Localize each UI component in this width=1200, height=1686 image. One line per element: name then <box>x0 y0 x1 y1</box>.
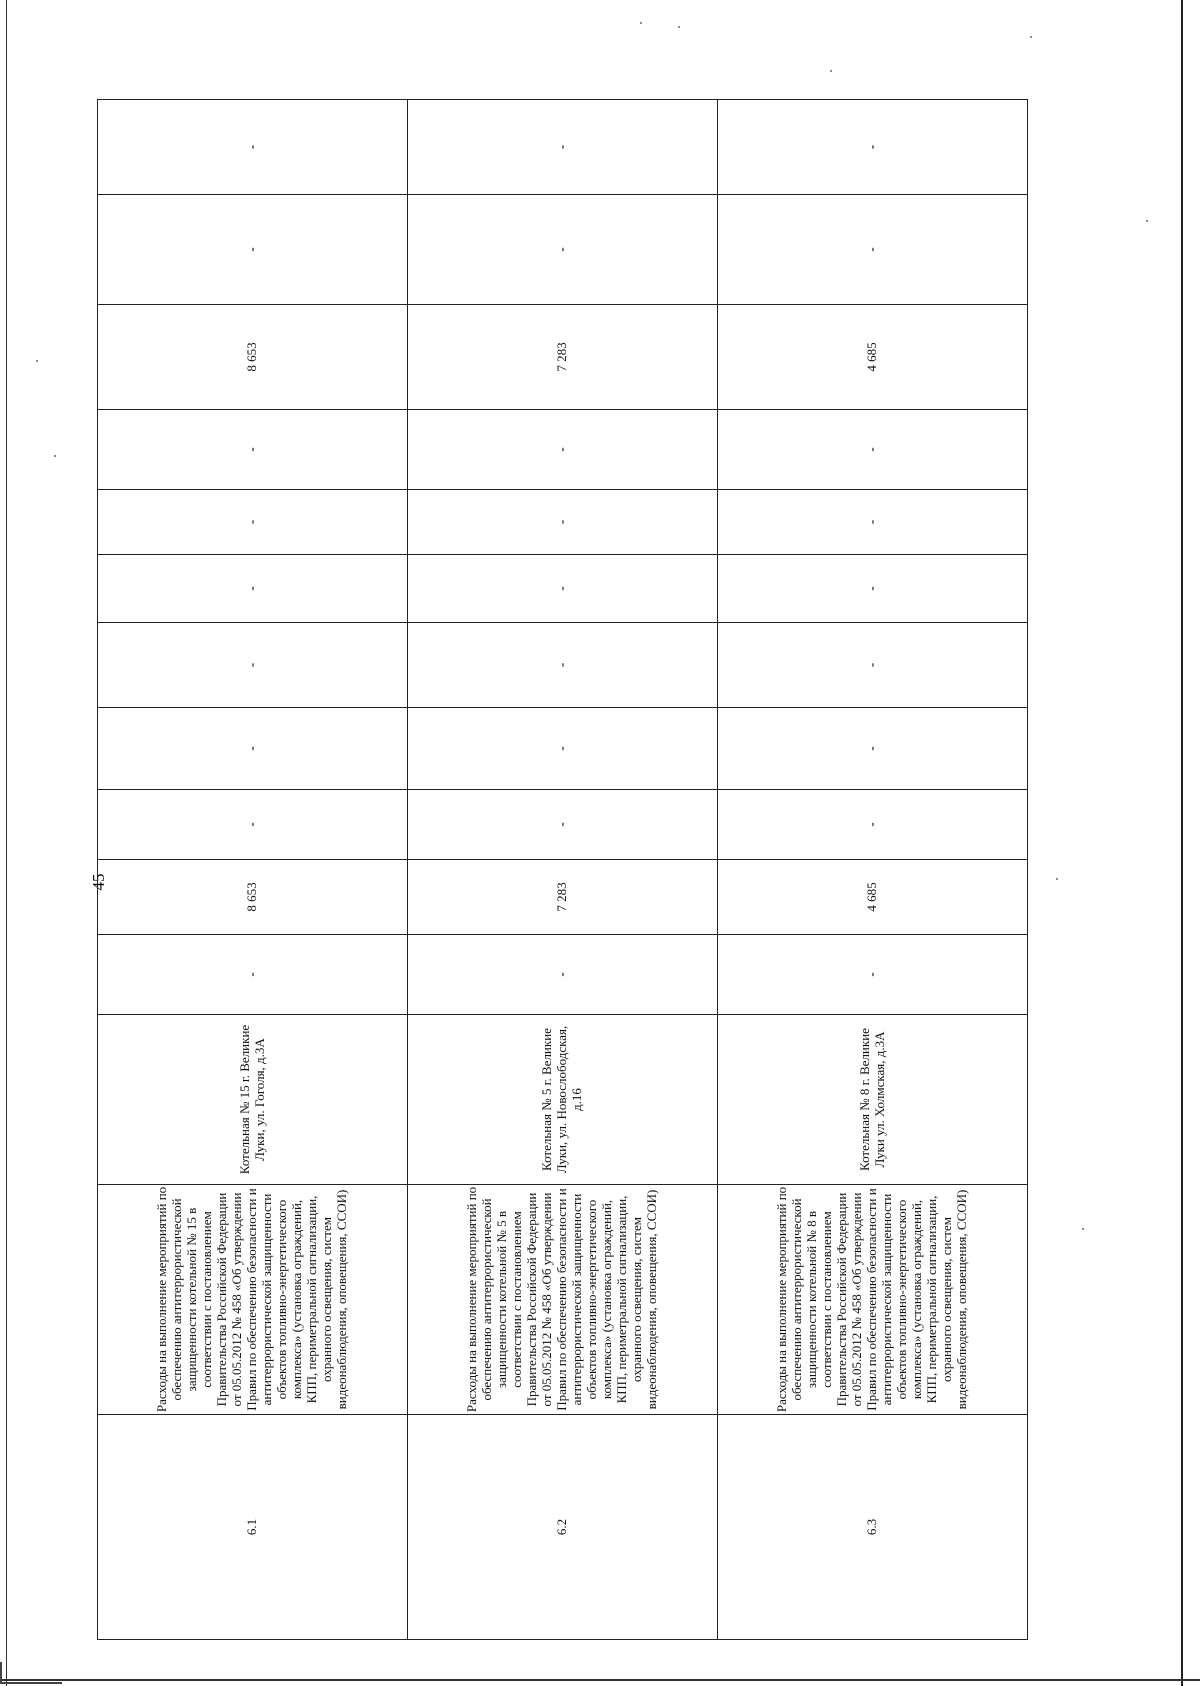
cell-c2: 4 685 <box>718 860 1028 935</box>
cell-c11: - <box>408 195 718 305</box>
cell-c8: - <box>408 410 718 490</box>
cell-c4: - <box>98 708 408 790</box>
rotated-table-wrapper <box>97 100 1027 1640</box>
cell-c1: - <box>408 935 718 1015</box>
scan-speck <box>1030 36 1032 38</box>
cell-c10: 7 283 <box>408 305 718 410</box>
scan-speck <box>640 22 642 24</box>
row-object: Котельная № 5 г. Великие Луки, ул. Новослободская, д.16 <box>408 1015 718 1185</box>
cell-c2: 8 653 <box>98 860 408 935</box>
cell-c1: - <box>98 935 408 1015</box>
cell-c3: - <box>408 790 718 860</box>
scan-speck <box>678 26 680 28</box>
scan-speck <box>1146 220 1148 222</box>
cell-c5: - <box>408 623 718 708</box>
cell-c7: - <box>718 490 1028 555</box>
scan-edge-bottom <box>0 1679 1200 1681</box>
table-row <box>718 100 1028 1640</box>
cell-c12: - <box>718 100 1028 195</box>
cell-c4: - <box>718 708 1028 790</box>
row-description: Расходы на выполнение мероприятий по обеспечению антитеррористической защищенности котельной № 5 в соответствии с постановлением Правительства Российской Федерации от 05.05.2012 № 458 «Об утверждении Правил по обеспечению безопасности и антитеррористической защищенности объектов топливно-энергетического комплекса» (установка ограждений, КПП, периметральной сигнализации, охранного освещения, систем видеонаблюдения, оповещения, ССОИ) <box>408 1185 718 1415</box>
scan-edge-right <box>1181 0 1183 1686</box>
cell-c10: 4 685 <box>718 305 1028 410</box>
cell-c3: - <box>98 790 408 860</box>
cell-c8: - <box>98 410 408 490</box>
scan-speck <box>1056 878 1058 880</box>
cell-c10: 8 653 <box>98 305 408 410</box>
scan-edge-left <box>6 0 7 1686</box>
row-object: Котельная № 8 г. Великие Луки ул. Холмская, д.3А <box>718 1015 1028 1185</box>
scan-speck <box>54 455 56 457</box>
row-description: Расходы на выполнение мероприятий по обеспечению антитеррористической защищенности котельной № 8 в соответствии с постановлением Правительства Российской Федерации от 05.05.2012 № 458 «Об утверждении Правил по обеспечению безопасности и антитеррористической защищенности объектов топливно-энергетического комплекса» (установка ограждений, КПП, периметральной сигнализации, охранного освещения, систем видеонаблюдения, оповещения, ССОИ) <box>718 1185 1028 1415</box>
cell-c11: - <box>718 195 1028 305</box>
cell-c6: - <box>98 555 408 623</box>
row-number: 6.2 <box>408 1415 718 1640</box>
cell-c12: - <box>98 100 408 195</box>
table-row <box>408 100 718 1640</box>
cell-c3: - <box>718 790 1028 860</box>
cell-c7: - <box>98 490 408 555</box>
row-object: Котельная № 15 г. Великие Луки, ул. Гоголя, д.3А <box>98 1015 408 1185</box>
scan-speck <box>830 70 832 72</box>
cell-c4: - <box>408 708 718 790</box>
cell-c6: - <box>408 555 718 623</box>
cell-c12: - <box>408 100 718 195</box>
cell-c8: - <box>718 410 1028 490</box>
page-number: 45 <box>89 873 108 891</box>
scan-speck <box>1082 1228 1084 1230</box>
scan-corner <box>0 1662 62 1684</box>
budget-table <box>97 99 1028 1640</box>
row-number: 6.1 <box>98 1415 408 1640</box>
row-number: 6.3 <box>718 1415 1028 1640</box>
cell-c11: - <box>98 195 408 305</box>
scan-speck <box>36 360 38 362</box>
cell-c5: - <box>718 623 1028 708</box>
cell-c6: - <box>718 555 1028 623</box>
row-description: Расходы на выполнение мероприятий по обеспечению антитеррористической защищенности котельной № 15 в соответствии с постановлением Правительства Российской Федерации от 05.05.2012 № 458 «Об утверждении Правил по обеспечению безопасности и антитеррористической защищенности объектов топливно-энергетического комплекса» (установка ограждений, КПП, периметральной сигнализации, охранного освещения, систем видеонаблюдения, оповещения, ССОИ) <box>98 1185 408 1415</box>
cell-c1: - <box>718 935 1028 1015</box>
cell-c5: - <box>98 623 408 708</box>
cell-c2: 7 283 <box>408 860 718 935</box>
cell-c7: - <box>408 490 718 555</box>
table-row <box>98 100 408 1640</box>
